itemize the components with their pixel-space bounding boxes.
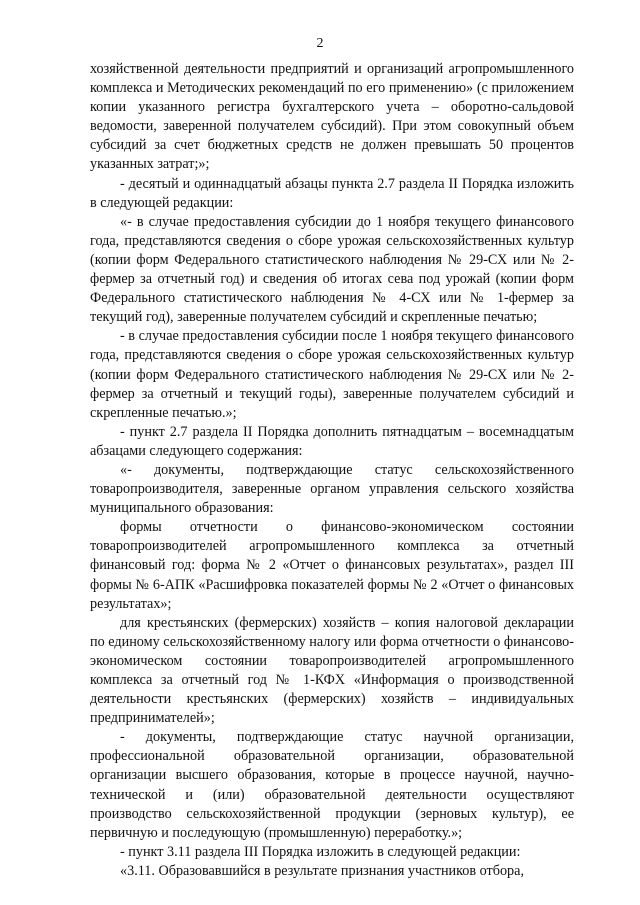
paragraph-4: - в случае предоставления субсидии после 1 ноября текущего финансового года, представляются сведения о сборе урожая сельскохозяйственных культур (копии форм Федерального статистического наблюдения № 29-СХ или № 2-фермер за отчетный и текущий годы), заверенные получателем субсидий и скрепленные печатью.»; — [90, 328, 574, 421]
paragraph-7: формы отчетности о финансово-экономическом состоянии товаропроизводителей агропромышленного комплекса за отчетный финансовый год: форма № 2 «Отчет о финансовых результатах», раздел III формы № 6-АПК «Расшифровка показателей формы № 2 «Отчет о финансовых результатах»; — [90, 519, 574, 612]
paragraph-10: - пункт 3.11 раздела III Порядка изложить в следующей редакции: — [120, 843, 521, 860]
paragraph-5: - пункт 2.7 раздела II Порядка дополнить пятнадцатым – восемнадцатым абзацами следующего содержания: — [90, 423, 574, 459]
paragraph-11: «3.11. Образовавшийся в результате признания участников отбора, — [120, 862, 524, 879]
paragraph-1: хозяйственной деятельности предприятий и организаций агропромышленного комплекса и Методических рекомендаций по его применению» (с приложением копии указанного регистра бухгалтерского учета – оборотно-сальдовой ведомости, заверенной получателем субсидий). При этом совокупный объем субсидий за счет бюджетных средств не должен превышать 50 процентов указанных затрат;»; — [90, 61, 574, 173]
paragraph-2: - десятый и одиннадцатый абзацы пункта 2.7 раздела II Порядка изложить в следующей редакции: — [90, 175, 574, 211]
page-number: 2 — [316, 36, 324, 51]
paragraph-9: - документы, подтверждающие статус научной организации, профессиональной образовательной организации, образовательной организации высшего образования, которые в процессе научной, научно-технической и (или) образовательной деятельности осуществляют производство сельскохозяйственной продукции (зерновых культур), ее первичную и последующую (промышленную) переработку.»; — [90, 729, 574, 841]
paragraph-6: «- документы, подтверждающие статус сельскохозяйственного товаропроизводителя, заверенные органом управления сельского хозяйства муниципального образования: — [90, 461, 574, 517]
paragraph-3: «- в случае предоставления субсидии до 1 ноября текущего финансового года, представляются сведения о сборе урожая сельскохозяйственных культур (копии форм Федерального статистического наблюдения № 29-СХ или № 2-фермер за отчетный год) и сведения об итогах сева под урожай (копии форм Федерального статистического наблюдения № 4-СХ или № 1-фермер за текущий год), заверенные получателем субсидий и скрепленные печатью; — [90, 213, 574, 326]
paragraph-8: для крестьянских (фермерских) хозяйств – копия налоговой декларации по единому сельскохозяйственному налогу или форма отчетности о финансово-экономическом состоянии товаропроизводителей агропромышленного комплекса за отчетный год № 1-КФХ «Информация о производственной деятельности крестьянских (фермерских) хозяйств – индивидуальных предпринимателей»; — [90, 614, 574, 727]
document-body — [90, 60, 574, 881]
